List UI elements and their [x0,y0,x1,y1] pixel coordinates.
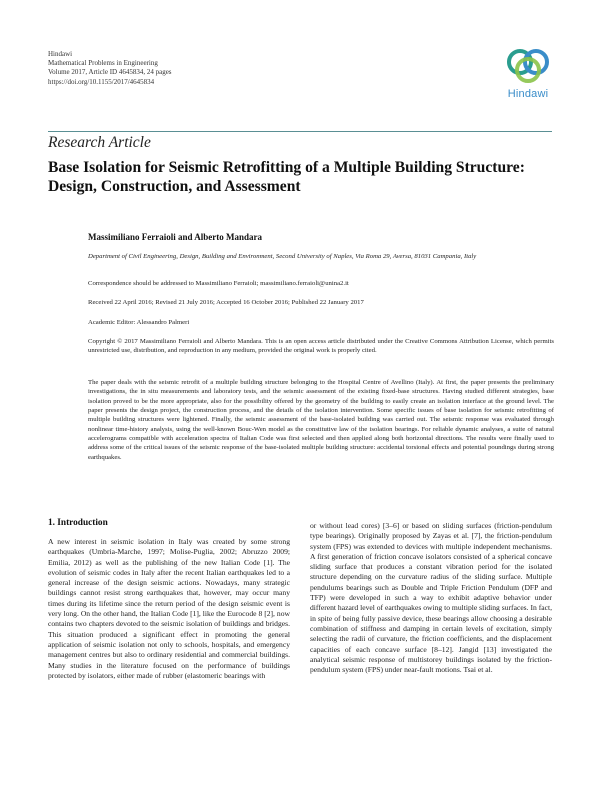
logo-wordmark: Hindawi [507,88,549,100]
publisher-name: Hindawi [48,50,73,58]
correspondence: Correspondence should be addressed to Massimiliano Ferraioli; massimiliano.ferraioli@unina2.it [88,280,349,287]
body-column-right: or without lead cores) [3–6] or based on sliding surfaces (friction-pendulum type bearings). Originally proposed by Zayas et al. [7], the friction-pendulum system (FPS) was extended to devices with multiple independent mechanisms. A first generation of friction concave isolators consisted of a spherical concave sliding surface that produces a constant vibration period for the isolated structure depending on the curvature radius of the sliding surface. Multiple pendulums bearings such as Double and Triple Friction Pendulum (DFP and TFP) were developed in such a way to exhibit adaptive behavior under different hazard level of earthquakes owing to multiple sliding surfaces. In fact, in spite of being fully passive device, these bearings allow choosing a desirable combination of stiffness and damping in certain levels of excitation, simply selecting the radii of curvature, the friction coefficients, and the displacement capacities of each concave surface [8–12]. Jangid [13] investigated the analytical seismic response of multistorey buildings isolated by the friction-pendulum system (FPS) under near-fault motions. Tsai et al. [310,521,552,675]
article-dates: Received 22 April 2016; Revised 21 July 2016; Accepted 16 October 2016; Published 22 January 2017 [88,299,364,306]
hindawi-logo-icon [500,44,556,88]
doi-link[interactable]: https://doi.org/10.1155/2017/4645834 [48,77,155,86]
abstract: The paper deals with the seismic retrofit of a multiple building structure belonging to the Hospital Centre of Avellino (Italy). At first, the paper presents the preliminary investigations, the in situ measurements and laboratory tests, and the seismic assessment of the existing fixed-base structures. Having studied different strategies, base isolation proved to be the more appropriate, also for the possibility offered by the geometry of the building to easily create an isolation interface at the ground level. The paper presents the design project, the construction process, and the details of the isolation intervention. Some specific issues of base isolation for seismic retrofitting of multiple building structures were lightened. Finally, the seismic assessment of the base-isolated building was carried out. The seismic response was evaluated through nonlinear time-history analysis, using the well-known Bouc-Wen model as the constitutive law of the isolation bearings. For reliable dynamic analyses, a suite of natural accelerograms compatible with acceleration spectra of Italian Code was first selected and then applied along both horizontal directions. The results were finally used to address some of the critical issues of the seismic response of the base-isolated multiple building structure: accidental torsional effects and potential poundings during strong earthquakes. [88,379,554,461]
article-type: Research Article [48,134,151,151]
affiliation: Department of Civil Engineering, Design, Building and Environment, Second University of Naples, Via Roma 29, Aversa, 81031 Campania, Italy [88,253,477,260]
copyright-notice: Copyright © 2017 Massimiliano Ferraioli and Alberto Mandara. This is an open access article distributed under the Creative Commons Attribution License, which permits unrestricted use, distribution, and reproduction in any medium, provided the original work is properly cited. [88,338,554,355]
article-title: Base Isolation for Seismic Retrofitting of a Multiple Building Structure: Design, Construction, and Assessment [48,159,525,195]
journal-header [48,50,172,87]
academic-editor: Academic Editor: Alessandro Palmeri [88,319,190,326]
journal-name: Mathematical Problems in Engineering [48,59,158,68]
section-heading-introduction: 1. Introduction [48,518,108,528]
header-divider [48,131,552,132]
body-column-left: A new interest in seismic isolation in Italy was created by some strong earthquakes (Umbria-Marche, 1997; Molise-Puglia, 2002; Abruzzo 2009; Emilia, 2012) as well as the publishing of the new Italian Code [1]. The evolution of seismic codes in Italy after the recent Italian earthquakes led to a general increase of the design seismic actions. Nowadays, many strategic buildings cannot resist strong earthquakes that, however, may occur many times during its lifetime since the return period of the design seismic event is very long. On the other hand, the Italian Code [1], like the Eurocode 8 [2], now contains two chapters devoted to the seismic isolation of buildings and bridges. This situation produced a significant effect in promoting the general application of seismic isolation not only to schools, hospitals, and emergency management centres but also to ordinary residential and commercial buildings. Many studies in the literature focused on the performance of buildings protected by isolators, either made of rubber (elastomeric bearings with [48,537,290,680]
authors: Massimiliano Ferraioli and Alberto Mandara [88,232,262,242]
hindawi-logo [500,44,556,110]
volume-info: Volume 2017, Article ID 4645834, 24 pages [48,68,172,77]
